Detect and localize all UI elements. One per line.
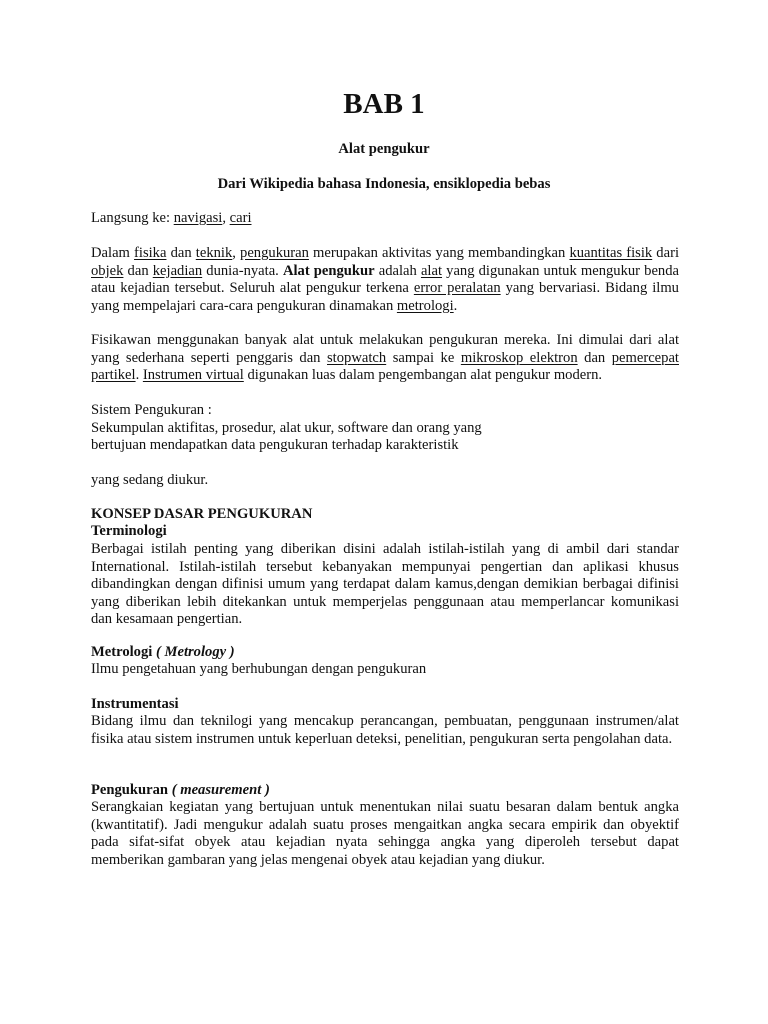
link-instrumen-virtual[interactable]: Instrumen virtual [142,367,244,384]
metrologi-definition: Ilmu pengetahuan yang berhubungan dengan pengukuran [91,661,427,677]
heading-italic-text: ( measurement ) [171,782,270,798]
link-navigasi[interactable]: navigasi [173,210,223,226]
instrumentasi-definition: Bidang ilmu dan teknilogi yang mencakup perancangan, pembuatan, penggunaan instrumen/alat fisika atau sistem instrumen untuk keperluan deteksi, penelitian, pengukuran serta pengolahan data. [91,713,679,747]
link-objek[interactable]: objek [91,262,124,279]
pengukuran-definition: Serangkaian kegiatan yang bertujuan untuk menentukan nilai suatu besaran dalam bentuk angka (kwantitatif). Jadi mengukur adalah suatu proses mengaitkan angka secara empirik dan obyektif pada sifat-sifat obyek atau kejadian nyata sehingga angka yang diperoleh tersebut dapat memberikan gambaran yang jelas mengenai obyek atau kejadian yang diukur. [91,799,679,868]
text-run: adalah [374,262,421,279]
link-stopwatch[interactable]: stopwatch [327,349,387,366]
link-teknik[interactable]: teknik [195,245,233,261]
link-error-peralatan[interactable]: error peralatan [413,280,501,297]
link-pemercepat-partikel[interactable]: pemercepat partikel [91,349,679,384]
system-line-2: Sekumpulan aktifitas, prosedur, alat ukur, software dan orang yang [91,420,482,436]
link-pengukuran[interactable]: pengukuran [240,245,309,261]
link-alat[interactable]: alat [420,262,443,279]
physicist-paragraph [91,332,679,385]
text-run: . [135,367,143,384]
link-kejadian[interactable]: kejadian [152,262,203,279]
text-run: merupakan aktivitas yang membandingkan [308,245,570,261]
subheading-instrumentasi: Instrumentasi [91,696,179,712]
text-run: dari [652,245,679,261]
text-run: . [453,297,458,314]
text-run: yang digunakan untuk mengukur benda atau kejadian tersebut. Seluruh alat pengukur terkena [91,262,679,297]
intro-paragraph [91,245,679,315]
heading-text: Metrologi [91,644,156,660]
terminologi-paragraph: Berbagai istilah penting yang diberikan disini adalah istilah-istilah yang di ambil dari standar International. Istilah-istilah tersebut kebanyakan mempunyai pengertian dan aplikasi khusus dibandingkan dengan difinisi umum yang terdapat dalam kamus,dengan demikian berbagai difinisi yang diberikan lebih ditekankan untuk memperjelas penggunaan atau memperlancar komunikasi dan kesamaan pengertian. [91,541,679,628]
text-run: , [232,245,241,261]
text-run: dunia-nyata. [202,262,283,279]
text-run: dan [123,262,153,279]
link-kuantitas-fisik[interactable]: kuantitas fisik [569,245,653,261]
jump-to-label: Langsung ke: [91,210,174,226]
text-run: digunakan luas dalam pengembangan alat pengukur modern. [243,367,603,384]
jump-to-separator: , [222,210,230,226]
system-line-4: yang sedang diukur. [91,472,209,488]
text-run: dan [166,245,196,261]
link-cari[interactable]: cari [229,210,252,226]
page-title: BAB 1 [343,88,425,120]
source-line: Dari Wikipedia bahasa Indonesia, ensiklopedia bebas [217,176,551,192]
text-run: sampai ke [386,349,461,366]
link-fisika[interactable]: fisika [134,245,167,261]
subheading-metrologi [91,644,679,662]
jump-to-line [91,210,679,228]
heading-text: Pengukuran [91,782,172,798]
subheading-pengukuran [91,782,679,800]
system-line-1: Sistem Pengukuran : [91,402,212,418]
link-mikroskop-elektron[interactable]: mikroskop elektron [460,349,578,366]
text-run: Dalam [91,245,135,261]
article-title: Alat pengukur [338,141,430,157]
text-run: dan [577,349,612,366]
link-metrologi[interactable]: metrologi [396,297,454,314]
subheading-terminologi: Terminologi [91,523,167,539]
text-run: Fisikawan menggunakan banyak alat untuk melakukan pengukuran mereka. Ini dimulai dari alat yang sederhana seperti penggaris dan [91,332,679,366]
text-run: yang bervariasi. Bidang ilmu yang mempelajari cara-cara pengukuran dinamakan [91,280,679,314]
system-line-3: bertujuan mendapatkan data pengukuran terhadap karakteristik [91,437,459,453]
bold-term: Alat pengukur [282,262,375,279]
section-heading-konsep: KONSEP DASAR PENGUKURAN [91,506,313,522]
heading-italic-text: ( Metrology ) [155,644,235,660]
